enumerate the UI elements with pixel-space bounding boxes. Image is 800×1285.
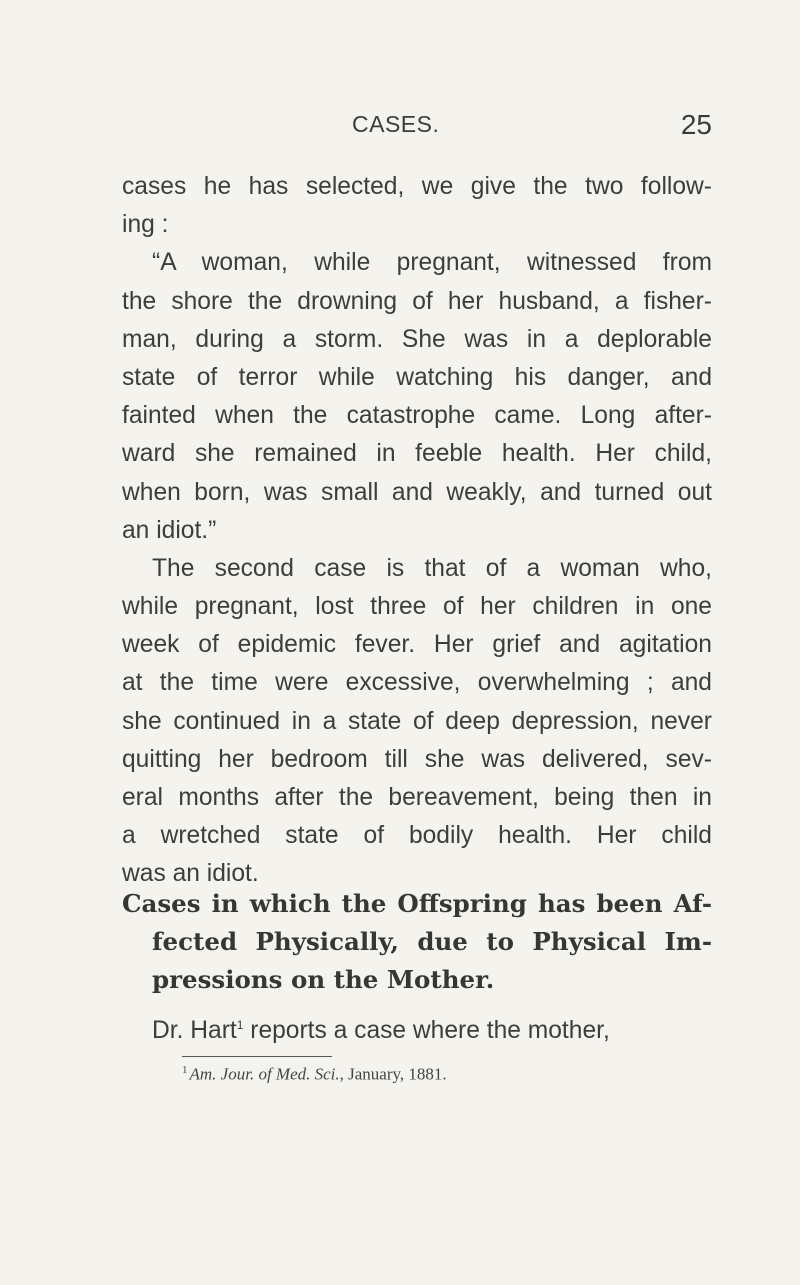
running-head (122, 111, 712, 141)
text-line: while pregnant, lost three of her children in one (122, 593, 712, 621)
text-line: eral months after the bereavement, being then in (122, 784, 712, 811)
text-line: the shore the drowning of her husband, a fisher- (122, 287, 712, 315)
text-line: fainted when the catastrophe came. Long after- (122, 402, 712, 430)
text-line: ing : (122, 211, 169, 239)
paragraph-second-case (122, 550, 712, 894)
paragraph-first-case (122, 244, 712, 550)
text-line: week of epidemic fever. Her grief and agitation (122, 631, 712, 659)
text-line: an idiot.” (122, 516, 217, 544)
text-line: “A woman, while pregnant, witnessed from (152, 249, 712, 277)
footnote-journal: Am. Jour. of Med. Sci. (189, 1064, 340, 1084)
page-number: 25 (680, 109, 712, 140)
text-line: she continued in a state of deep depression, never (122, 707, 712, 735)
text-line: a wretched state of bodily health. Her child (122, 822, 712, 850)
heading-line: Cases in which the Offspring has been Af- (122, 889, 712, 918)
heading-line: fected Physically, due to Physical Im- (152, 927, 712, 956)
footnote (182, 1064, 447, 1085)
text-line: state of terror while watching his danger, and (122, 363, 712, 391)
footnote-date: , January, 1881. (339, 1064, 447, 1084)
text-line: ward she remained in feeble health. Her child, (122, 440, 712, 468)
text-segment: reports a case where the mother, (243, 1017, 610, 1044)
body-text (122, 168, 712, 894)
footnote-reference: 1 (236, 1017, 244, 1032)
footnote-divider (182, 1056, 332, 1057)
heading-line: pressions on the Mother. (152, 965, 495, 994)
text-line: The second case is that of a woman who, (152, 554, 712, 582)
text-line: at the time were excessive, overwhelming ; and (122, 669, 712, 697)
paragraph-continuation (122, 168, 712, 244)
running-title: CASES. (352, 111, 440, 137)
text-line: cases he has selected, we give the two follow- (122, 173, 712, 200)
text-line (122, 1012, 712, 1050)
text-line: when born, was small and weakly, and turned out (122, 478, 712, 506)
paragraph-dr-hart (122, 1012, 712, 1050)
footnote-mark: 1 (182, 1064, 188, 1076)
text-line: man, during a storm. She was in a deplorable (122, 325, 712, 353)
text-line: quitting her bedroom till she was delivered, sev- (122, 745, 712, 773)
text-line: was an idiot. (122, 860, 259, 888)
text-segment: Dr. Hart (152, 1017, 237, 1044)
section-heading (122, 885, 712, 999)
